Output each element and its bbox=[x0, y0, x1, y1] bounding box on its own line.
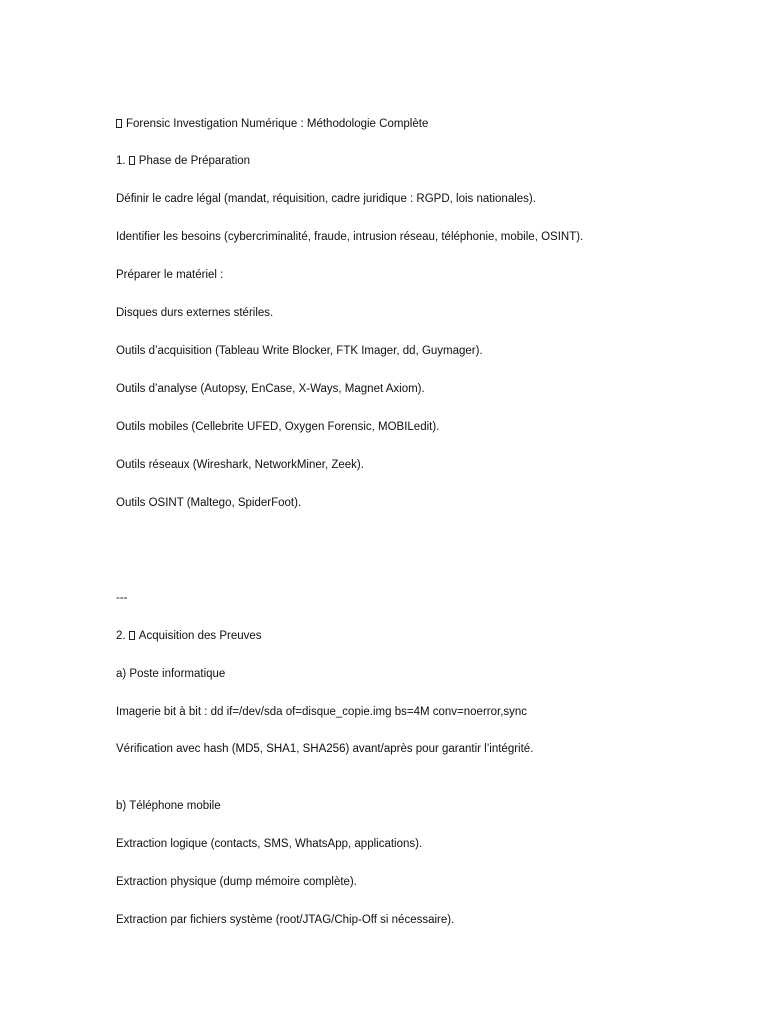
paragraph: Définir le cadre légal (mandat, réquisition, cadre juridique : RGPD, lois nationales). bbox=[116, 193, 536, 205]
section-2-heading-text: Acquisition des Preuves bbox=[138, 630, 262, 642]
section-1-heading-text: Phase de Préparation bbox=[138, 155, 251, 167]
section-2-heading bbox=[116, 629, 262, 643]
paragraph: Disques durs externes stériles. bbox=[116, 307, 274, 319]
paragraph: Outils réseaux (Wireshark, NetworkMiner, Zeek). bbox=[116, 459, 364, 471]
missing-glyph-icon bbox=[116, 119, 122, 128]
paragraph: Extraction par fichiers système (root/JTAG/Chip-Off si nécessaire). bbox=[116, 914, 455, 926]
section-1-heading bbox=[116, 154, 250, 168]
missing-glyph-icon bbox=[129, 156, 135, 165]
subheading-a: a) Poste informatique bbox=[116, 668, 226, 680]
paragraph: Extraction logique (contacts, SMS, WhatsApp, applications). bbox=[116, 838, 423, 850]
paragraph: Extraction physique (dump mémoire complète). bbox=[116, 876, 357, 888]
document-title-text: Forensic Investigation Numérique : Méthodologie Complète bbox=[126, 118, 429, 130]
paragraph: Identifier les besoins (cybercriminalité, fraude, intrusion réseau, téléphonie, mobile, OSINT). bbox=[116, 231, 584, 243]
missing-glyph-icon bbox=[129, 631, 135, 640]
paragraph: Outils OSINT (Maltego, SpiderFoot). bbox=[116, 497, 302, 509]
paragraph: Outils d’analyse (Autopsy, EnCase, X-Ways, Magnet Axiom). bbox=[116, 383, 425, 395]
section-2-number: 2. bbox=[116, 630, 126, 642]
section-1-number: 1. bbox=[116, 155, 126, 167]
paragraph: Outils mobiles (Cellebrite UFED, Oxygen Forensic, MOBILedit). bbox=[116, 421, 440, 433]
paragraph: Outils d’acquisition (Tableau Write Blocker, FTK Imager, dd, Guymager). bbox=[116, 345, 483, 357]
paragraph: Imagerie bit à bit : dd if=/dev/sda of=disque_copie.img bs=4M conv=noerror,sync bbox=[116, 706, 528, 718]
paragraph: Préparer le matériel : bbox=[116, 269, 224, 281]
document-title bbox=[116, 117, 428, 131]
paragraph: Vérification avec hash (MD5, SHA1, SHA256) avant/après pour garantir l’intégrité. bbox=[116, 743, 534, 755]
section-separator: --- bbox=[116, 592, 128, 604]
subheading-b: b) Téléphone mobile bbox=[116, 800, 221, 812]
